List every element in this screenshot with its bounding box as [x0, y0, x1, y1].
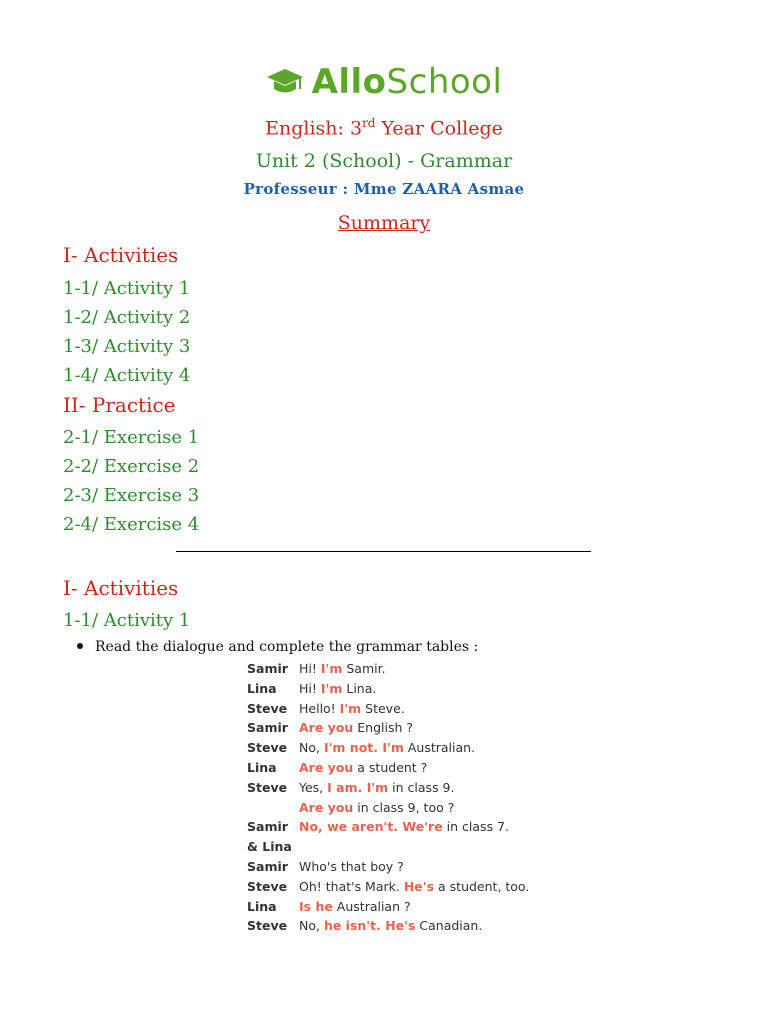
- highlighted-phrase: he isn't. He's: [323, 918, 416, 934]
- plain-phrase: in class 9.: [388, 779, 455, 795]
- dialogue-speaker: Lina: [247, 680, 277, 696]
- plain-phrase: Oh! that's Mark.: [299, 878, 404, 894]
- document-subtitle: Unit 2 (School) - Grammar: [255, 150, 513, 172]
- dialogue-line: [247, 661, 529, 681]
- dialogue-speaker: Steve: [247, 918, 288, 934]
- plain-phrase: Australian.: [403, 740, 476, 756]
- toc-item: 1-3/ Activity 3: [63, 336, 191, 357]
- dialogue-speaker: & Lina: [247, 839, 292, 855]
- graduation-cap-icon: [266, 67, 304, 97]
- dialogue-line: [247, 740, 529, 760]
- professor-line: Professeur : Mme ZAARA Asmae: [243, 180, 525, 198]
- alloschool-logo: [0, 62, 768, 102]
- highlighted-phrase: Are you: [299, 720, 354, 736]
- dialogue-line: [247, 760, 529, 780]
- toc-heading: II- Practice: [63, 393, 176, 417]
- plain-phrase: Canadian.: [415, 918, 483, 934]
- plain-phrase: in class 9, too ?: [353, 799, 455, 815]
- dialogue-line: [247, 879, 529, 899]
- plain-phrase: Samir.: [342, 661, 386, 676]
- highlighted-phrase: No, we aren't. We're: [299, 819, 443, 835]
- toc-item: 1-1/ Activity 1: [63, 278, 191, 299]
- dialogue-line: [247, 720, 529, 740]
- dialogue-line: [247, 780, 529, 800]
- dialogue-utterance: [299, 899, 411, 919]
- plain-phrase: No,: [299, 918, 324, 934]
- dialogue-speaker: Steve: [247, 740, 288, 756]
- instruction-text: Read the dialogue and complete the grammar tables :: [95, 639, 479, 655]
- dialogue-utterance: [299, 661, 386, 681]
- document-title: English: 3rd Year College: [265, 116, 503, 140]
- dialogue-speaker: Lina: [247, 759, 277, 775]
- toc-item: 1-4/ Activity 4: [63, 365, 191, 386]
- dialogue-speaker: [247, 800, 299, 820]
- dialogue-speaker: Samir: [247, 858, 288, 874]
- highlighted-phrase: Are you: [299, 799, 354, 815]
- dialogue-utterance: [299, 800, 454, 820]
- dialogue-line: [247, 839, 529, 859]
- plain-phrase: Australian ?: [332, 898, 411, 914]
- plain-phrase: a student ?: [353, 759, 428, 775]
- toc-item: 2-4/ Exercise 4: [63, 514, 200, 535]
- dialogue-line: [247, 859, 529, 879]
- highlighted-phrase: I am. I'm: [327, 779, 389, 795]
- highlighted-phrase: Is he: [299, 898, 333, 914]
- toc-item: 2-1/ Exercise 1: [63, 427, 200, 448]
- plain-phrase: No,: [299, 740, 324, 756]
- dialogue-utterance: [299, 879, 529, 899]
- plain-phrase: English ?: [353, 720, 414, 736]
- dialogue-utterance: [299, 701, 405, 721]
- dialogue-utterance: [299, 760, 427, 780]
- dialogue-utterance: [299, 819, 509, 839]
- logo-text: AlloSchool: [311, 62, 503, 102]
- toc-item: 2-3/ Exercise 3: [63, 485, 200, 506]
- section-subheading: 1-1/ Activity 1: [63, 610, 191, 631]
- plain-phrase: Hi!: [299, 661, 321, 676]
- toc-item: 2-2/ Exercise 2: [63, 456, 200, 477]
- dialogue-line: [247, 819, 529, 839]
- dialogue-speaker: Samir: [247, 661, 288, 676]
- plain-phrase: Yes,: [299, 779, 328, 795]
- plain-phrase: Hi!: [299, 680, 321, 696]
- dialogue-speaker: Steve: [247, 878, 288, 894]
- dialogue-utterance: [299, 681, 376, 701]
- dialogue-speaker: Samir: [247, 720, 288, 736]
- highlighted-phrase: I'm: [320, 680, 343, 696]
- highlighted-phrase: Are you: [299, 759, 354, 775]
- dialogue-utterance: [299, 720, 413, 740]
- plain-phrase: in class 7.: [442, 819, 509, 835]
- toc-item: 1-2/ Activity 2: [63, 307, 191, 328]
- plain-phrase: Who's that boy ?: [299, 858, 404, 874]
- toc-heading: I- Activities: [63, 243, 179, 267]
- dialogue-speaker: Steve: [247, 779, 288, 795]
- dialogue-utterance: [299, 859, 404, 879]
- dialogue-speaker: Samir: [247, 819, 288, 835]
- plain-phrase: a student, too.: [434, 878, 530, 894]
- highlighted-phrase: I'm: [339, 700, 362, 716]
- section-divider: [176, 551, 591, 552]
- dialogue-line: [247, 800, 529, 820]
- dialogue-speaker: Steve: [247, 700, 288, 716]
- dialogue-speaker: Lina: [247, 898, 277, 914]
- bullet-dot-icon: [77, 643, 83, 649]
- dialogue-utterance: [299, 740, 475, 760]
- dialogue-utterance: [299, 918, 482, 938]
- dialogue-image: [247, 661, 529, 938]
- dialogue-utterance: [299, 780, 454, 800]
- highlighted-phrase: I'm not. I'm: [323, 740, 404, 756]
- dialogue-line: [247, 899, 529, 919]
- plain-phrase: Hello!: [299, 700, 340, 716]
- highlighted-phrase: He's: [403, 878, 435, 894]
- dialogue-line: [247, 701, 529, 721]
- plain-phrase: Lina.: [342, 680, 377, 696]
- highlighted-phrase: I'm: [320, 661, 343, 676]
- dialogue-line: [247, 918, 529, 938]
- section-heading: I- Activities: [63, 576, 179, 600]
- summary-heading: Summary: [337, 212, 431, 234]
- dialogue-line: [247, 681, 529, 701]
- plain-phrase: Steve.: [361, 700, 405, 716]
- instruction-bullet: [77, 639, 478, 655]
